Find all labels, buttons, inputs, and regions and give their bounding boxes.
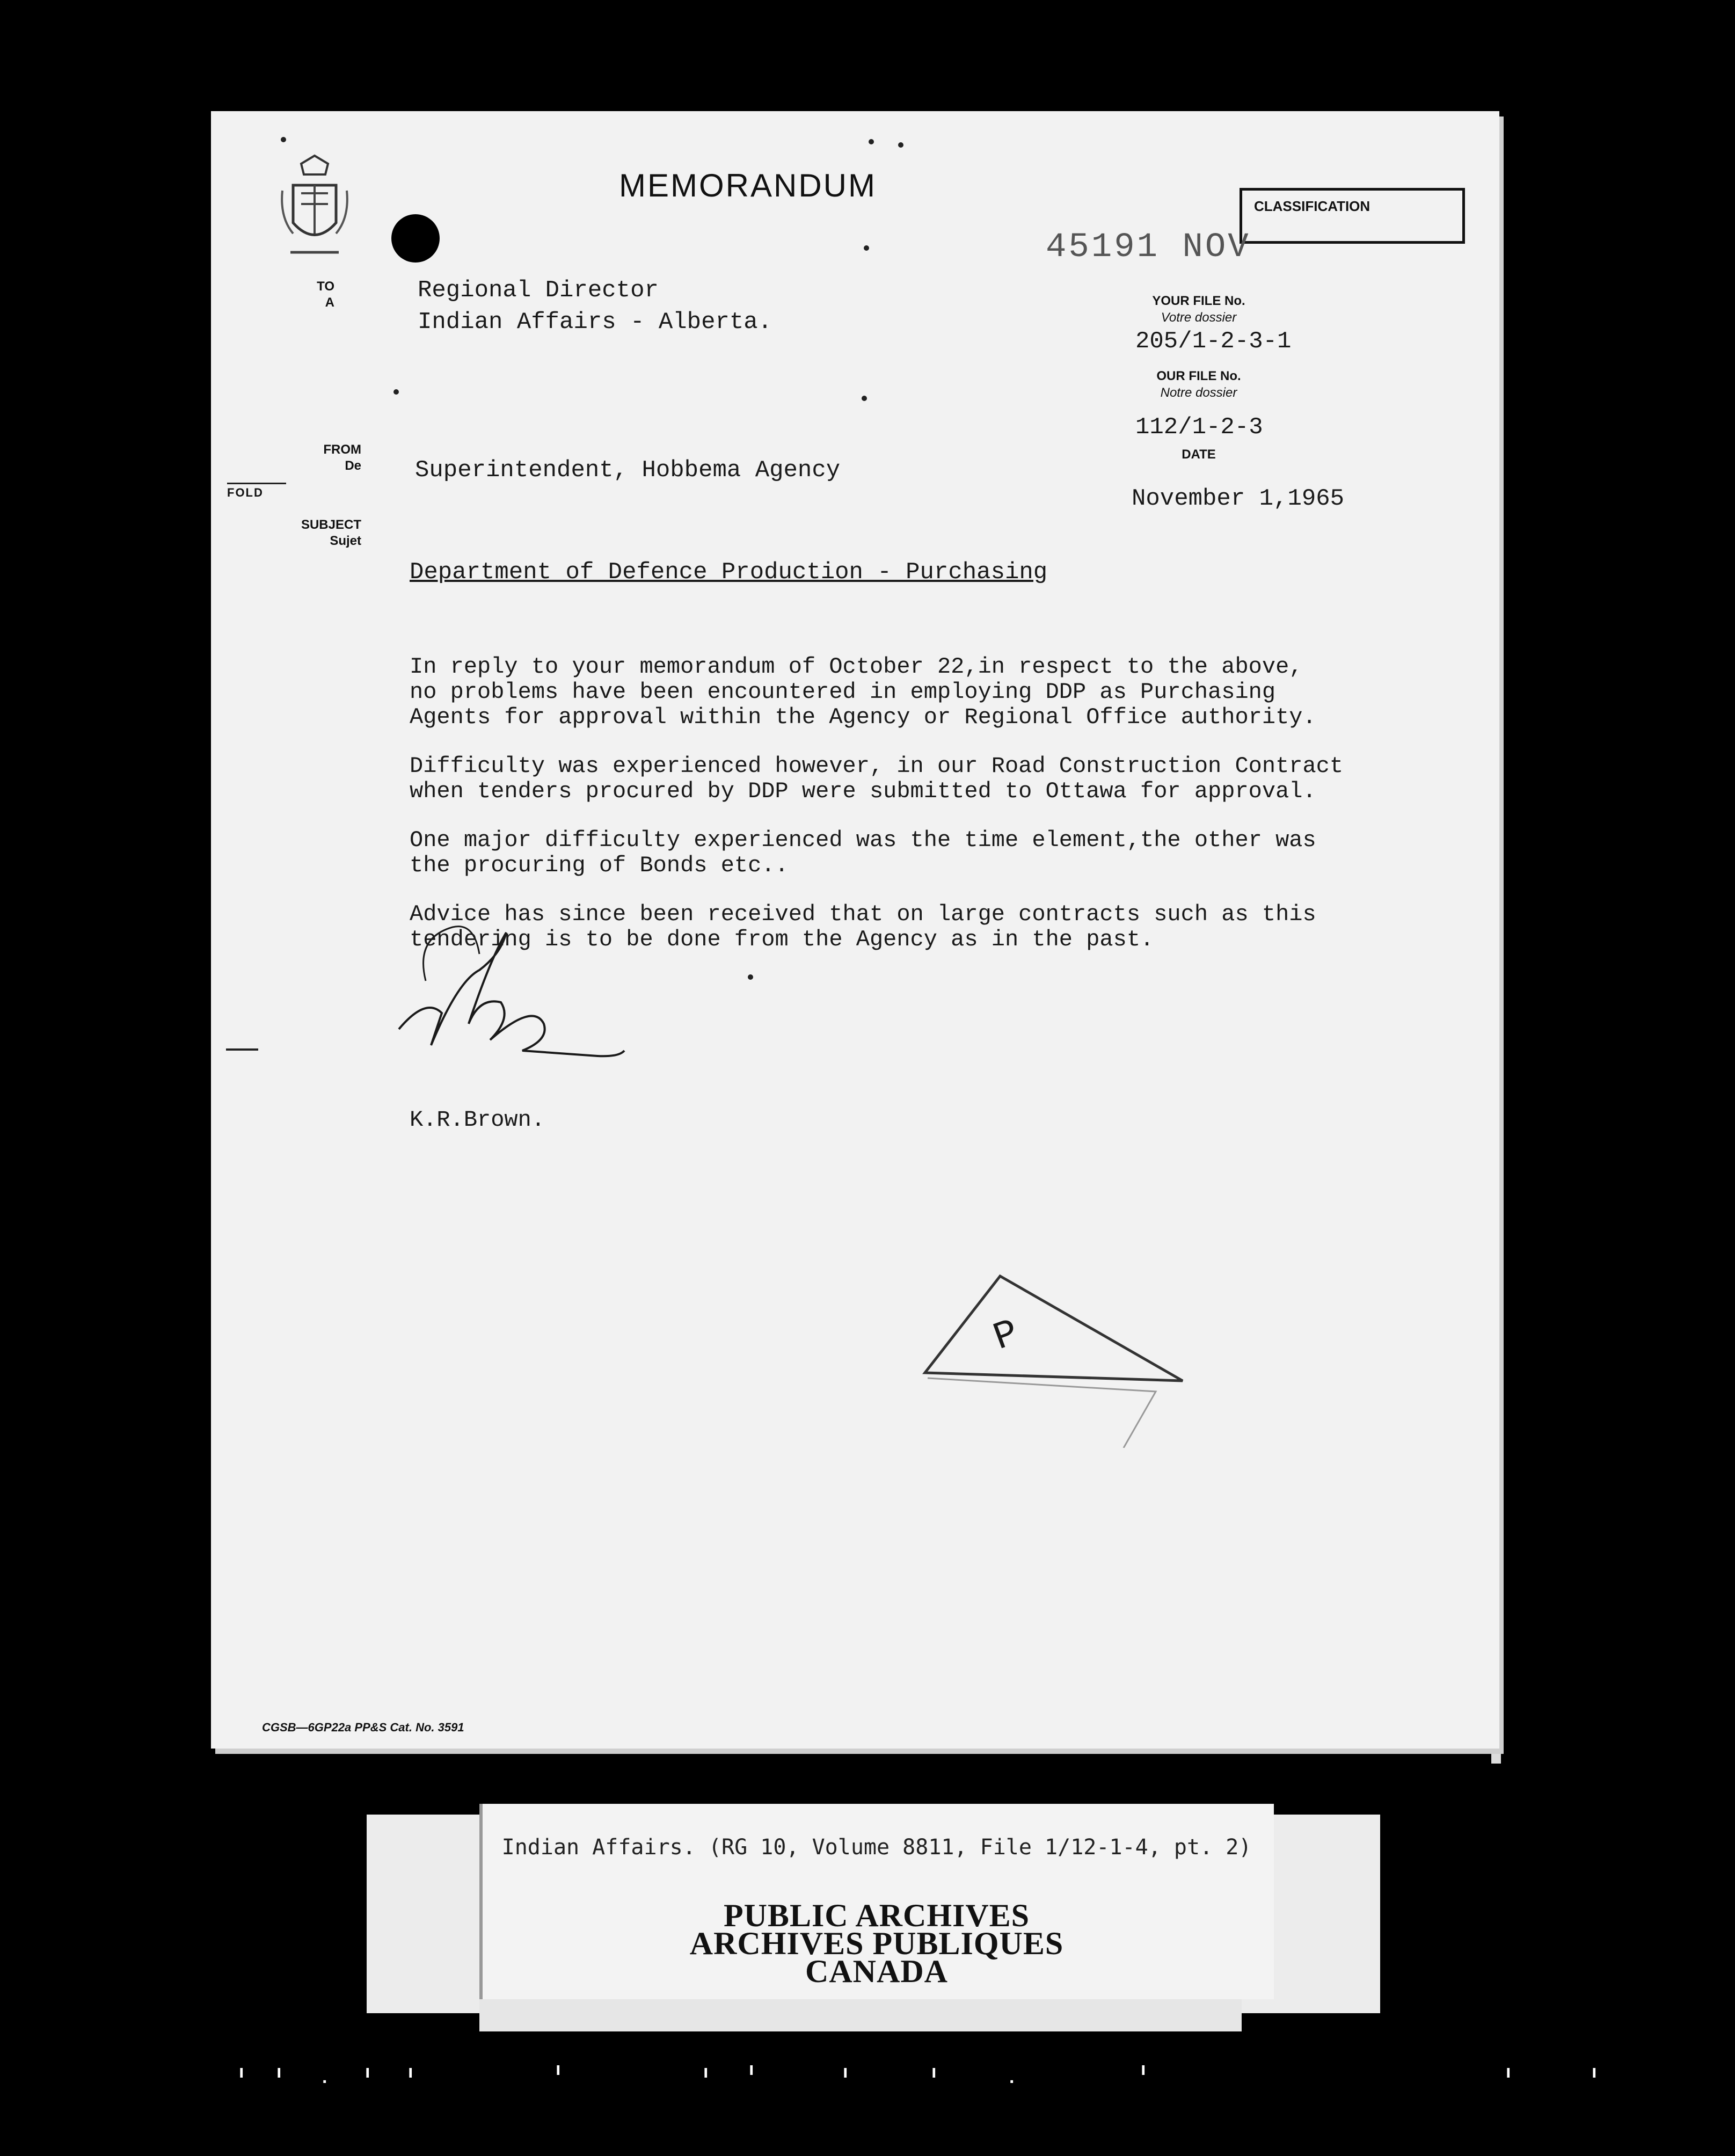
speck <box>393 389 399 395</box>
perforation-mark: . <box>322 2067 327 2087</box>
perforation-mark: ı <box>365 2062 370 2082</box>
speck <box>898 142 903 148</box>
perforation-mark: ı <box>1141 2059 1146 2079</box>
from-label <box>291 442 361 474</box>
card-edge <box>479 1804 483 1999</box>
speck <box>862 396 867 401</box>
from-label-fr: De <box>345 458 361 473</box>
your-file-label-en: YOUR FILE No. <box>1152 294 1245 308</box>
p-stamp <box>920 1255 1220 1448</box>
memo-title: MEMORANDUM <box>619 167 877 203</box>
our-file-number: 112/1-2-3 <box>1135 414 1263 441</box>
handwritten-signature <box>393 916 630 1077</box>
paragraph-2: Difficulty was experienced however, in our Road Construction Contract when tenders procured by DDP were submitted to Ottawa for approval. <box>410 753 1344 805</box>
subject-line: Department of Defence Production - Purchasing <box>410 559 1048 586</box>
perforation-mark: ı <box>703 2062 709 2082</box>
your-file-number: 205/1-2-3-1 <box>1135 328 1292 355</box>
subject-label-fr: Sujet <box>330 534 361 548</box>
classification-label: CLASSIFICATION <box>1254 198 1370 214</box>
signatory-name: K.R.Brown. <box>410 1107 545 1133</box>
perforation-mark: ı <box>276 2062 282 2082</box>
from-label-en: FROM <box>323 442 361 457</box>
fold-line <box>227 483 286 484</box>
p-stamp-letter: P <box>988 1311 1025 1360</box>
archive-reference: Indian Affairs. (RG 10, Volume 8811, File 1/12-1-4, pt. 2) <box>501 1835 1252 1860</box>
paragraph-4: Advice has since been received that on large contracts such as this tendering is to be done from the Agency as in the past. <box>410 901 1316 953</box>
classification-box <box>1240 188 1465 244</box>
archive-card <box>479 1804 1274 1999</box>
to-label <box>302 279 334 311</box>
our-file-label <box>1134 368 1263 401</box>
to-field <box>418 275 772 339</box>
perforation-mark: ı <box>239 2062 244 2082</box>
your-file-label-fr: Votre dossier <box>1161 310 1237 325</box>
to-line-1: Regional Director <box>418 277 659 304</box>
fold-label: FOLD <box>227 486 264 499</box>
perforation-mark: ı <box>749 2059 754 2079</box>
our-file-label-en: OUR FILE No. <box>1156 369 1241 383</box>
archive-name-fr: ARCHIVES PUBLIQUES <box>689 1926 1064 1961</box>
ink-blot <box>391 214 440 263</box>
perforation-mark: ı <box>1592 2062 1597 2082</box>
speck <box>281 137 286 142</box>
margin-mark <box>226 1048 258 1051</box>
archive-card-lower-strip <box>479 1999 1242 2031</box>
archive-country: CANADA <box>805 1954 948 1989</box>
subject-label-en: SUBJECT <box>301 518 361 532</box>
perforation-mark: ı <box>556 2059 561 2079</box>
paragraph-3: One major difficulty experienced was the time element,the other was the procuring of Bonds etc.. <box>410 827 1316 879</box>
date-label: DATE <box>1182 447 1216 462</box>
speck <box>869 139 874 144</box>
to-line-2: Indian Affairs - Alberta. <box>418 309 772 336</box>
p-stamp-outline <box>920 1255 1220 1448</box>
subject-label <box>291 517 361 549</box>
to-label-en: TO <box>317 279 334 294</box>
perforation-mark: ı <box>843 2062 848 2082</box>
perforation-mark: ı <box>1506 2062 1511 2082</box>
your-file-label <box>1134 293 1263 326</box>
from-field: Superintendent, Hobbema Agency <box>415 457 841 484</box>
paragraph-1: In reply to your memorandum of October 22,in respect to the above, no problems have been encountered in employing DDP as Purchasing Agents for approval within the Agency or Regional Office authority. <box>410 654 1316 731</box>
speck <box>864 245 869 251</box>
received-stamp: 45191 NOV <box>1046 228 1251 267</box>
memo-page <box>211 111 1499 1749</box>
perforation-mark: ı <box>408 2062 413 2082</box>
form-number: CGSB—6GP22a PP&S Cat. No. 3591 <box>262 1721 464 1734</box>
to-label-fr: A <box>325 295 334 310</box>
perforation-mark: . <box>1009 2067 1015 2087</box>
archive-name-en: PUBLIC ARCHIVES <box>723 1898 1030 1933</box>
speck <box>748 974 753 980</box>
our-file-label-fr: Notre dossier <box>1160 385 1237 400</box>
perforation-mark: ı <box>931 2062 937 2082</box>
memo-date: November 1,1965 <box>1132 485 1345 512</box>
